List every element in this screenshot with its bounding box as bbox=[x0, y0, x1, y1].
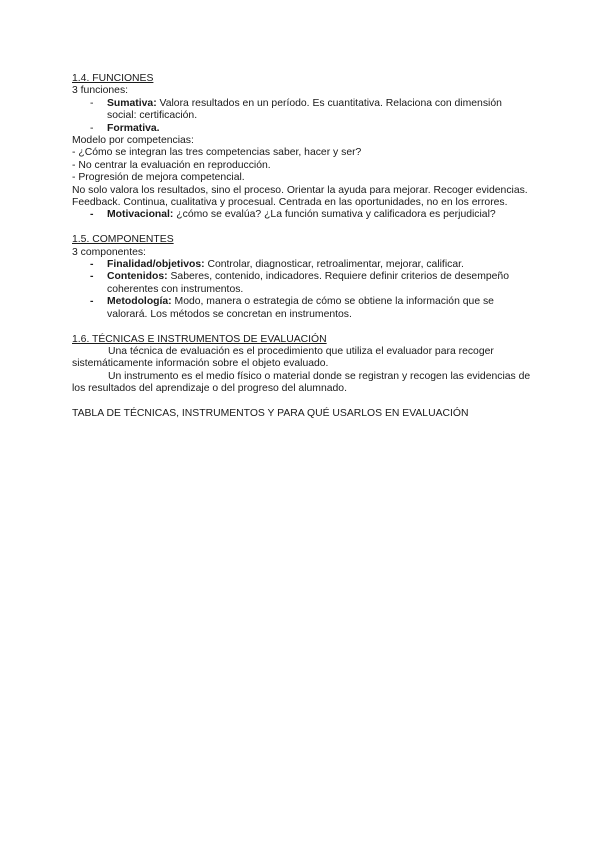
bullet-dash: - bbox=[90, 296, 94, 308]
competencia-line-3: - Progresión de mejora competencial. bbox=[72, 172, 245, 184]
bullet-text: ¿cómo se evalúa? ¿La función sumativa y calificadora es perjudicial? bbox=[173, 209, 496, 221]
instrumento-paragraph: Un instrumento es el medio físico o material donde se registran y recogen las evidencias de los resultados del aprendizaje o del progreso del alumnado. bbox=[72, 370, 531, 395]
bullet-title: Motivacional: bbox=[107, 209, 174, 221]
bullet-title: Finalidad/objetivos: bbox=[107, 259, 205, 271]
tabla-title: TABLA DE TÉCNICAS, INSTRUMENTOS Y PARA QUÉ USARLOS EN EVALUACIÓN bbox=[72, 407, 469, 419]
componentes-intro: 3 componentes: bbox=[72, 246, 146, 258]
tecnica-paragraph: Una técnica de evaluación es el procedimiento que utiliza el evaluador para recoger sistemáticamente información sobre el objeto evaluado. bbox=[72, 345, 494, 370]
bullet-metodologia bbox=[72, 296, 532, 321]
bullet-title: Sumativa: bbox=[107, 97, 157, 109]
bullet-title: Formativa. bbox=[107, 122, 160, 134]
section-heading-componentes: 1.5. COMPONENTES bbox=[72, 234, 174, 246]
bullet-dash: - bbox=[90, 259, 94, 271]
bullet-formativa bbox=[72, 123, 532, 135]
bullet-finalidad bbox=[72, 259, 532, 271]
bullet-text: Controlar, diagnosticar, retroalimentar, mejorar, calificar. bbox=[204, 259, 464, 271]
competencia-line-2: - No centrar la evaluación en reproducción. bbox=[72, 159, 271, 171]
bullet-sumativa bbox=[72, 98, 532, 123]
bullet-dash: - bbox=[90, 97, 94, 109]
bullet-contenidos bbox=[72, 271, 532, 296]
bullet-dash: - bbox=[90, 122, 94, 134]
bullet-dash: - bbox=[90, 209, 94, 221]
document-page bbox=[72, 73, 532, 420]
funciones-intro: 3 funciones: bbox=[72, 85, 129, 97]
modelo-competencias: Modelo por competencias: bbox=[72, 135, 194, 147]
section-heading-funciones: 1.4. FUNCIONES bbox=[72, 73, 154, 84]
section-heading-tecnicas: 1.6. TÉCNICAS E INSTRUMENTOS DE EVALUACIÓN bbox=[72, 333, 327, 345]
bullet-text: Modo, manera o estrategia de cómo se obtiene la información que se valorará. Los métodos se concretan en instrumentos. bbox=[107, 296, 494, 320]
bullet-motivacional bbox=[72, 209, 532, 221]
bullet-text: Saberes, contenido, indicadores. Requiere definir criterios de desempeño coherentes con instrumentos. bbox=[107, 271, 509, 295]
bullet-title: Metodología: bbox=[107, 296, 172, 308]
bullet-dash: - bbox=[90, 271, 94, 283]
bullet-text: Valora resultados en un período. Es cuantitativa. Relaciona con dimensión social: certificación. bbox=[107, 97, 502, 122]
bullet-title: Contenidos: bbox=[107, 271, 168, 283]
competencia-line-1: - ¿Cómo se integran las tres competencias saber, hacer y ser? bbox=[72, 147, 362, 159]
proceso-paragraph: No solo valora los resultados, sino el proceso. Orientar la ayuda para mejorar. Recoger evidencias. Feedback. Continua, cualitativa y procesual. Centrada en las oportunidades, no en los errores. bbox=[72, 184, 528, 209]
